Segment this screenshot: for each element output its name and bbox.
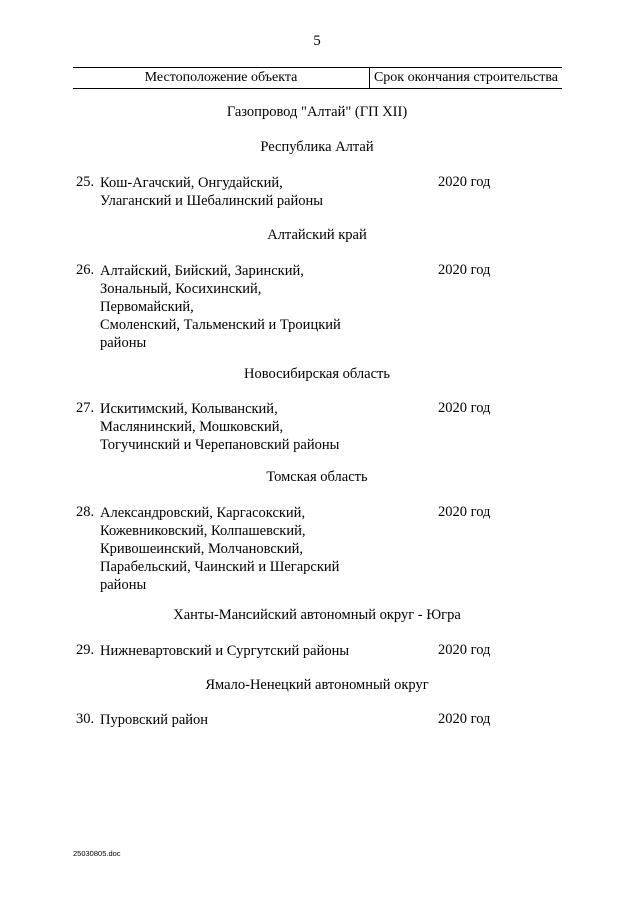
pipeline-title: Газопровод "Алтай" (ГП XII) <box>226 104 408 120</box>
entry-line: Нижневартовский и Сургутский районы <box>100 643 350 659</box>
entry-deadline: 2020 год <box>438 400 491 416</box>
entry-number: 29. <box>76 642 95 658</box>
region-heading: Алтайский край <box>267 227 367 243</box>
header-location-column: Местоположение объекта <box>73 68 370 88</box>
entry-line: Зональный, Косихинский, <box>100 281 262 297</box>
entry-line: Тогучинский и Черепановский районы <box>100 437 340 453</box>
entry-line: Кожевниковский, Колпашевский, <box>100 523 306 539</box>
entry-line: Кош-Агачский, Онгудайский, <box>100 175 283 191</box>
entry-line: Смоленский, Тальменский и Троицкий <box>100 317 341 333</box>
entry-location <box>100 711 420 729</box>
page-number: 5 <box>313 33 321 49</box>
entry-line: Улаганский и Шебалинский районы <box>100 193 324 209</box>
entry-line: районы <box>100 577 147 593</box>
entry-line: Пуровский район <box>100 712 209 728</box>
header-table <box>73 67 562 89</box>
entry-number: 30. <box>76 711 95 727</box>
entry-line: Кривошеинский, Молчановский, <box>100 541 303 557</box>
entry-location <box>100 174 420 210</box>
entry-deadline: 2020 год <box>438 711 491 727</box>
entry-line: Парабельский, Чаинский и Шегарский <box>100 559 340 575</box>
entry-line: Александровский, Каргасокский, <box>100 505 306 521</box>
entry-line: Первомайский, <box>100 299 194 315</box>
entry-line: Алтайский, Бийский, Заринский, <box>100 263 304 279</box>
entry-deadline: 2020 год <box>438 174 491 190</box>
entry-deadline: 2020 год <box>438 504 491 520</box>
entry-location <box>100 262 420 352</box>
entry-number: 26. <box>76 262 95 278</box>
region-heading: Новосибирская область <box>244 366 390 382</box>
entry-location <box>100 400 420 454</box>
footer-filename: 25030805.doc <box>73 849 121 858</box>
entry-number: 25. <box>76 174 95 190</box>
entry-line: районы <box>100 335 147 351</box>
entry-deadline: 2020 год <box>438 262 491 278</box>
entry-number: 27. <box>76 400 95 416</box>
entry-line: Маслянинский, Мошковский, <box>100 419 284 435</box>
entry-line: Искитимский, Колыванский, <box>100 401 278 417</box>
region-heading: Томская область <box>266 469 368 485</box>
entry-location <box>100 504 420 594</box>
region-heading: Ханты-Мансийский автономный округ - Югра <box>173 607 461 623</box>
header-deadline-column: Срок окончания строительства <box>373 70 559 85</box>
entry-number: 28. <box>76 504 95 520</box>
region-heading: Республика Алтай <box>260 139 374 155</box>
entry-deadline: 2020 год <box>438 642 491 658</box>
entry-location <box>100 642 420 660</box>
region-heading: Ямало-Ненецкий автономный округ <box>205 677 429 693</box>
